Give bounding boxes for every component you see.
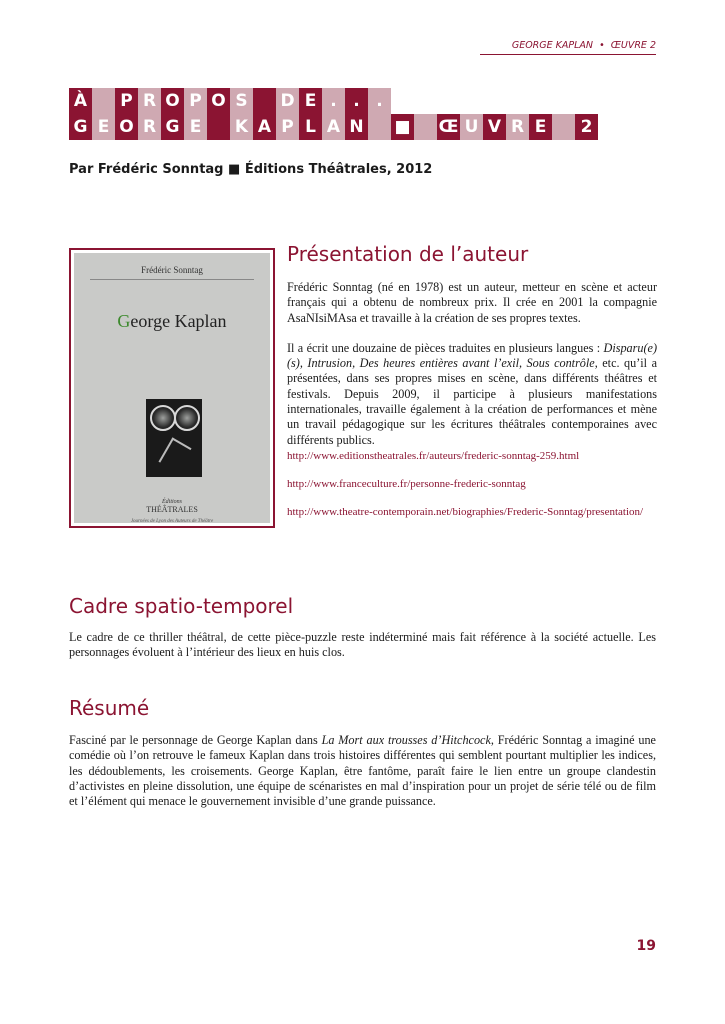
title-letter-tile: O	[161, 88, 184, 114]
title-letter-tile	[92, 88, 115, 114]
title-letter-tile: ■	[391, 114, 414, 140]
title-letter-tile: O	[207, 88, 230, 114]
title-letter-tile: .	[322, 88, 345, 114]
running-header-title: GEORGE KAPLAN	[511, 40, 594, 51]
title-letter-tile: 2	[575, 114, 598, 140]
title-letter-tile: R	[138, 88, 161, 114]
link-editions-theatrales[interactable]: http://www.editionstheatrales.fr/auteurs/frederic-sonntag-259.html	[287, 449, 580, 462]
title-letter-tile: N	[345, 114, 368, 140]
title-letter-tile: E	[299, 88, 322, 114]
title-letter-tile: K	[230, 114, 253, 140]
title-letter-tile	[253, 88, 276, 114]
presentation-heading: Présentation de l’auteur	[287, 242, 529, 266]
cover-divider	[90, 279, 254, 280]
link-theatre-contemporain[interactable]: http://www.theatre-contemporain.net/biographies/Frederic-Sonntag/presentation/	[287, 505, 644, 518]
presentation-paragraph-1: Frédéric Sonntag (né en 1978) est un auteur, metteur en scène et acteur français qui a obtenu de nombreux prix. Il crée en 2001 la compagnie AsaNIsiMAsa et travaille à la création de ses propres textes.	[287, 280, 657, 325]
title-letter-tile: A	[253, 114, 276, 140]
presentation-paragraph-2-end: , etc. qu’il a présentées, dans ses propres mises en scène, dans différents théâtres et festivals. Depuis 2009, il participe à plusieurs manifestations internationales, travaille également à la création de performances et mène un travail pédagogique sur les écritures théâtrales contemporaines avec différents publics.	[287, 356, 657, 447]
page-number: 19	[636, 938, 656, 954]
title-letter-tile: P	[184, 88, 207, 114]
running-header-separator: •	[599, 40, 605, 51]
cover-author: Frédéric Sonntag	[141, 265, 203, 275]
book-cover-image	[69, 248, 275, 528]
title-letter-tile: .	[368, 88, 391, 114]
cadre-heading: Cadre spatio-temporel	[69, 594, 294, 618]
running-header	[480, 40, 656, 55]
link-france-culture[interactable]: http://www.franceculture.fr/personne-frederic-sonntag	[287, 477, 526, 490]
cover-title	[74, 311, 270, 332]
title-letter-tile: E	[529, 114, 552, 140]
cover-publisher-small: Éditions	[161, 499, 182, 505]
presentation-paragraph-2	[287, 341, 657, 448]
resume-text-start: Fasciné par le personnage de George Kaplan dans	[69, 733, 322, 747]
resume-text	[69, 733, 656, 809]
title-letter-tile: E	[184, 114, 207, 140]
cover-photo	[146, 399, 202, 477]
book-cover	[74, 253, 270, 523]
cover-publisher	[74, 499, 270, 514]
film-title: La Mort aux trousses d’Hitchcock	[321, 733, 491, 747]
cadre-text: Le cadre de ce thriller théâtral, de cette pièce-puzzle reste indéterminé mais fait référence à la société actuelle. Les personnages évoluent à l’intérieur des lieux en huis clos.	[69, 630, 656, 660]
title-letter-tile: O	[115, 114, 138, 140]
cover-series: Journées de Lyon des Auteurs de Théâtre	[130, 519, 214, 523]
resume-text-end: , Frédéric Sonntag a imaginé une comédie où l’on retrouve le fameux Kaplan dans trois histoires différentes qui semblent pourtant multiplier les indices, les dédoublements, les croisements. George Kaplan, être fantôme, paraît faire le lien entre un groupe clandestin d’activistes en pleine dissolution, une équipe de scénaristes en mal d’inspiration pour un projet de série télé ou de film et l’élément qui menace le gouvernement invisible d’une grande puissance.	[69, 733, 656, 809]
title-letter-tile: .	[345, 88, 368, 114]
title-letter-tile: P	[115, 88, 138, 114]
cover-publisher-name: THÉÂTRALES	[146, 505, 198, 514]
presentation-paragraph-2-start: Il a écrit une douzaine de pièces traduites en plusieurs langues :	[287, 340, 604, 355]
title-letter-tile: E	[92, 114, 115, 140]
byline: Par Frédéric Sonntag ■ Éditions Théâtrales, 2012	[69, 162, 433, 177]
title-letter-tile: R	[506, 114, 529, 140]
title-letter-tile: D	[276, 88, 299, 114]
title-letter-tile: Œ	[437, 114, 460, 140]
title-band	[69, 88, 598, 140]
cover-title-rest: eorge Kaplan	[130, 311, 227, 331]
title-letter-tile: A	[322, 114, 345, 140]
running-header-work: ŒUVRE 2	[610, 40, 656, 51]
resume-heading: Résumé	[69, 696, 150, 720]
title-letter-tile: R	[138, 114, 161, 140]
title-letter-tile: P	[276, 114, 299, 140]
title-letter-tile	[414, 114, 437, 140]
title-letter-tile	[552, 114, 575, 140]
title-letter-tile: V	[483, 114, 506, 140]
cover-photo-eye-left	[150, 405, 176, 431]
cover-photo-figure	[158, 437, 191, 472]
title-letter-tile: G	[69, 114, 92, 140]
title-letter-tile: S	[230, 88, 253, 114]
cover-title-initial: G	[117, 311, 131, 331]
cover-photo-eye-right	[174, 405, 200, 431]
title-letter-tile: G	[161, 114, 184, 140]
title-line-1	[69, 88, 598, 114]
title-letter-tile: L	[299, 114, 322, 140]
title-letter-tile: À	[69, 88, 92, 114]
title-letter-tile	[368, 114, 391, 140]
works-titles: Disparu(e)(s), Intrusion, Des heures entières avant l’exil, Sous contrôle	[287, 340, 657, 371]
presentation-text	[287, 280, 657, 519]
title-letter-tile	[207, 114, 230, 140]
title-letter-tile: U	[460, 114, 483, 140]
title-line-2	[69, 114, 598, 140]
